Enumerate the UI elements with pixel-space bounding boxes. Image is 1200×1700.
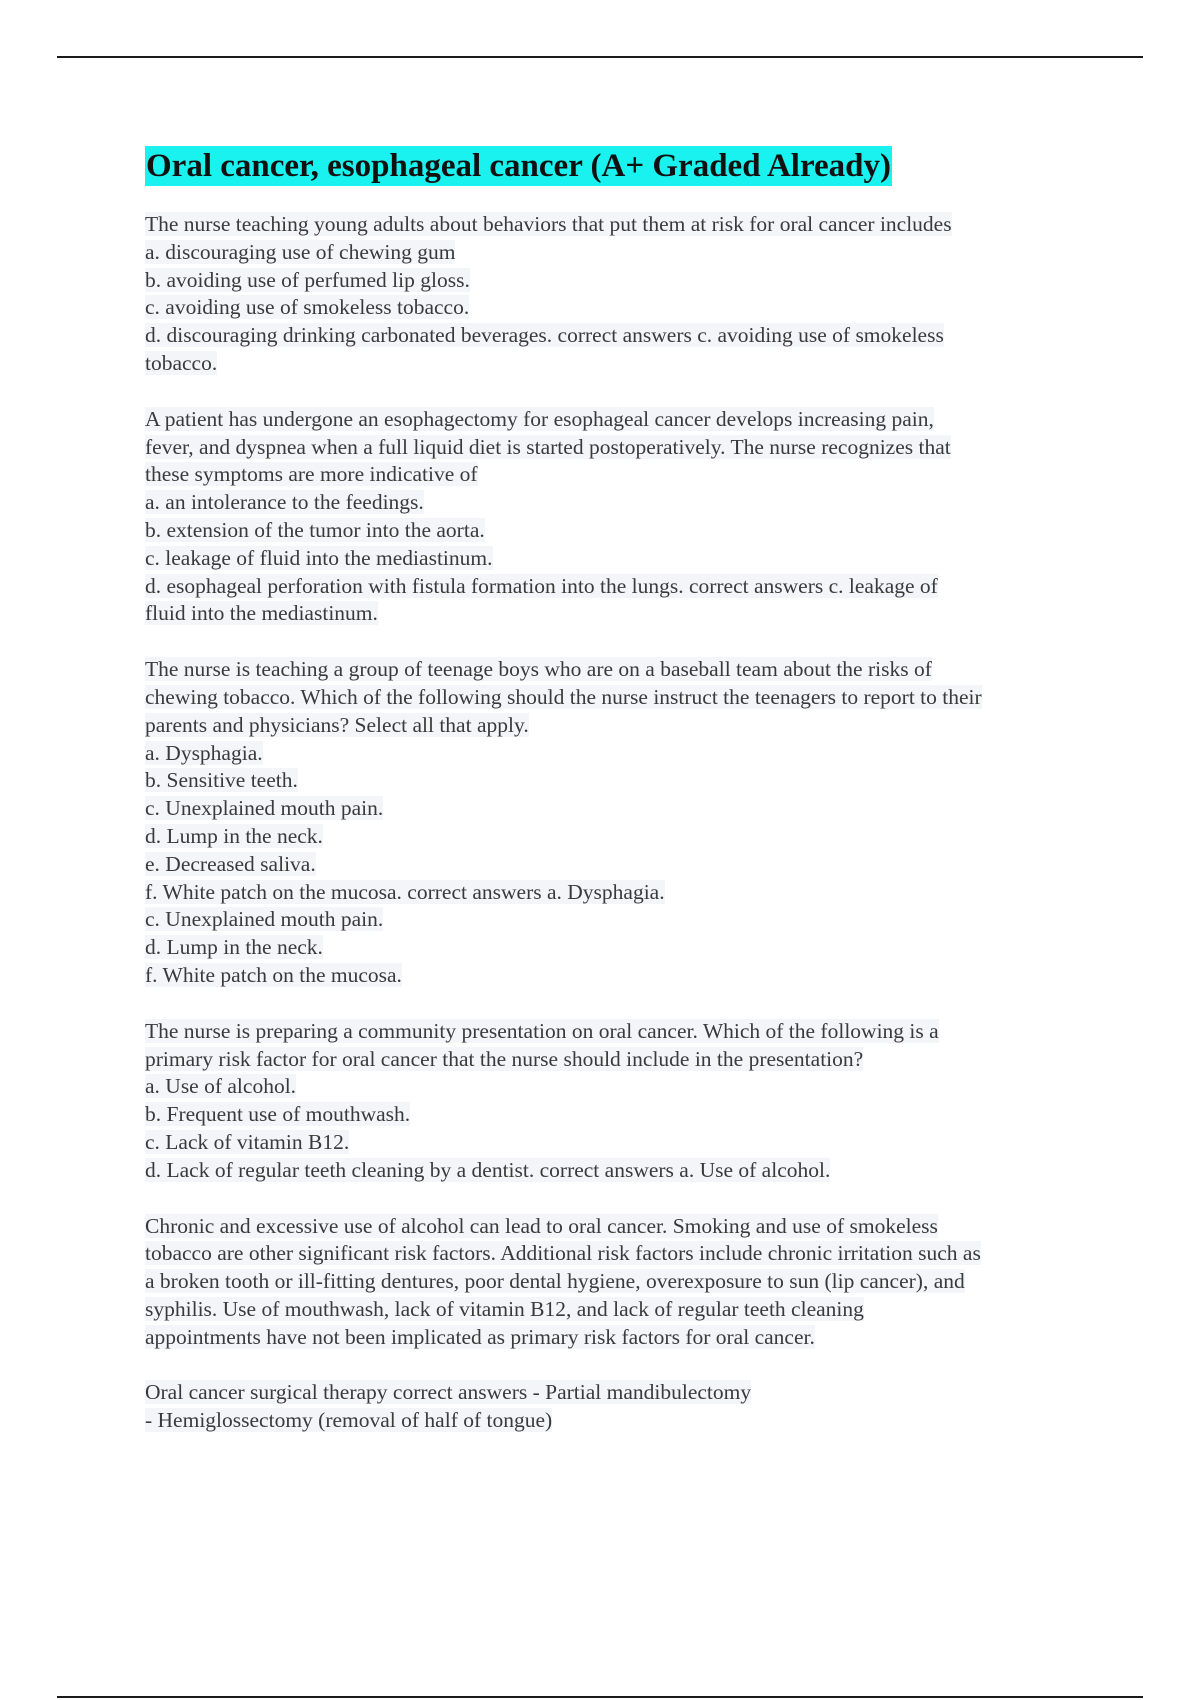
text-line: d. esophageal perforation with fistula formation into the lungs. correct answers c. leakage of [145,573,938,598]
text-line: c. Unexplained mouth pain. [145,796,384,821]
text-line: b. avoiding use of perfumed lip gloss. [145,267,470,292]
text-line: tobacco are other significant risk factors. Additional risk factors include chronic irritation such as [145,1241,981,1266]
document-title: Oral cancer, esophageal cancer (A+ Graded Already) [146,148,892,184]
text-line: tobacco. [145,350,218,375]
text-line: e. Decreased saliva. [145,851,316,876]
text-line: c. Lack of vitamin B12. [145,1129,350,1154]
surgical-therapy-block [145,1379,1105,1435]
document-body [145,146,1105,1463]
text-line: Oral cancer surgical therapy correct answers - Partial mandibulectomy [145,1380,752,1405]
text-line: c. leakage of fluid into the mediastinum. [145,545,493,570]
text-line: a broken tooth or ill-fitting dentures, poor dental hygiene, overexposure to sun (lip cancer), and [145,1269,965,1294]
text-line: primary risk factor for oral cancer that the nurse should include in the presentation? [145,1046,864,1071]
text-line: a. Dysphagia. [145,740,263,765]
text-line: c. Unexplained mouth pain. [145,907,384,932]
question-block-2 [145,406,1105,628]
text-line: b. Sensitive teeth. [145,768,298,793]
top-rule [57,56,1143,58]
text-line: - Hemiglossectomy (removal of half of tongue) [145,1408,553,1433]
text-line: The nurse is preparing a community presentation on oral cancer. Which of the following is a [145,1018,939,1043]
question-block-1 [145,211,1105,378]
text-line: d. discouraging drinking carbonated beverages. correct answers c. avoiding use of smokeless [145,323,944,348]
text-line: a. an intolerance to the feedings. [145,490,424,515]
text-line: appointments have not been implicated as primary risk factors for oral cancer. [145,1324,815,1349]
text-line: these symptoms are more indicative of [145,462,478,487]
question-block-4 [145,1018,1105,1185]
text-line: fluid into the mediastinum. [145,601,378,626]
text-line: The nurse teaching young adults about behaviors that put them at risk for oral cancer includes [145,212,952,236]
text-line: d. Lump in the neck. [145,935,323,960]
bottom-rule [57,1696,1143,1698]
text-line: A patient has undergone an esophagectomy for esophageal cancer develops increasing pain, [145,406,934,431]
text-line: syphilis. Use of mouthwash, lack of vitamin B12, and lack of regular teeth cleaning [145,1296,864,1321]
text-line: f. White patch on the mucosa. [145,962,402,987]
text-line: Chronic and excessive use of alcohol can lead to oral cancer. Smoking and use of smokeless [145,1213,938,1238]
text-line: b. Frequent use of mouthwash. [145,1102,411,1127]
text-line: d. Lack of regular teeth cleaning by a dentist. correct answers a. Use of alcohol. [145,1157,831,1182]
text-line: d. Lump in the neck. [145,823,323,848]
text-line: a. discouraging use of chewing gum [145,239,456,264]
text-line: f. White patch on the mucosa. correct answers a. Dysphagia. [145,879,665,904]
question-block-3 [145,656,1105,990]
text-line: parents and physicians? Select all that apply. [145,712,529,737]
text-line: b. extension of the tumor into the aorta. [145,517,485,542]
text-line: c. avoiding use of smokeless tobacco. [145,295,470,320]
text-line: The nurse is teaching a group of teenage boys who are on a baseball team about the risks of [145,657,932,682]
text-line: fever, and dyspnea when a full liquid diet is started postoperatively. The nurse recognizes that [145,434,951,459]
rationale-block [145,1213,1105,1352]
text-line: chewing tobacco. Which of the following should the nurse instruct the teenagers to report to their [145,684,982,709]
text-line: a. Use of alcohol. [145,1074,297,1099]
